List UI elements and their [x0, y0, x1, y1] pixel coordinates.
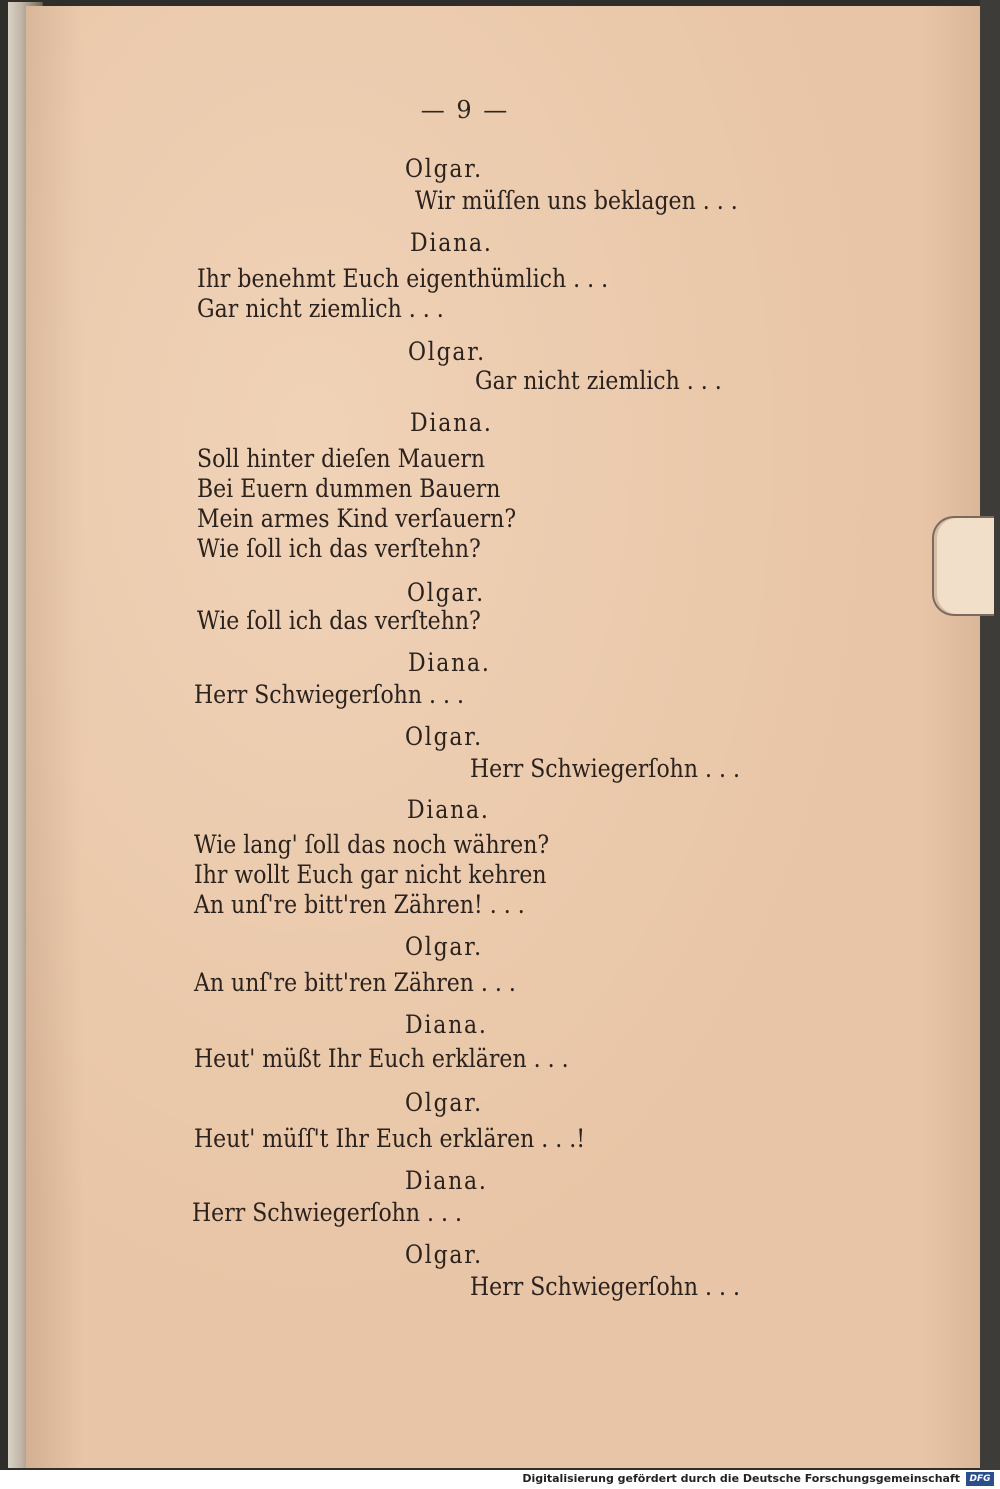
verse-line: Wir müſſen uns beklagen . . . — [415, 186, 738, 215]
speaker-diana: Diana. — [407, 795, 490, 824]
verse-line: Heut' müßt Ihr Euch erklären . . . — [194, 1044, 569, 1073]
speaker-olgar: Olgar. — [405, 1088, 483, 1117]
verse-line: Ihr benehmt Euch eigenthümlich . . . — [197, 264, 609, 293]
speaker-olgar: Olgar. — [405, 154, 483, 183]
footer-bar — [0, 1470, 1000, 1489]
verse-line: Herr Schwiegerſohn . . . — [192, 1198, 462, 1227]
verse-line: Soll hinter dieſen Mauern — [197, 444, 486, 473]
speaker-diana: Diana. — [408, 648, 491, 677]
verse-line: Herr Schwiegerſohn . . . — [470, 754, 740, 783]
speaker-diana: Diana. — [410, 228, 493, 257]
verse-line: Wie lang' ſoll das noch währen? — [194, 830, 550, 859]
verse-line: Heut' müſſ't Ihr Euch erklären . . .! — [194, 1124, 586, 1153]
speaker-diana: Diana. — [405, 1010, 488, 1039]
speaker-diana: Diana. — [405, 1166, 488, 1195]
verse-line: Gar nicht ziemlich . . . — [475, 366, 722, 395]
verse-line: Herr Schwiegerſohn . . . — [194, 680, 464, 709]
speaker-diana: Diana. — [410, 408, 493, 437]
speaker-olgar: Olgar. — [405, 932, 483, 961]
scan-right-edge — [980, 0, 1000, 1470]
verse-line: Herr Schwiegerſohn . . . — [470, 1272, 740, 1301]
speaker-olgar: Olgar. — [408, 337, 486, 366]
speaker-olgar: Olgar. — [405, 1240, 483, 1269]
verse-line: Wie ſoll ich das verſtehn? — [197, 606, 481, 635]
verse-line: An unſ're bitt'ren Zähren . . . — [194, 968, 516, 997]
funding-credit: Digitalisierung gefördert durch die Deutsche Forschungsgemeinschaft — [522, 1472, 960, 1485]
verse-line: Ihr wollt Euch gar nicht kehren — [194, 860, 547, 889]
verse-line: Mein armes Kind verſauern? — [197, 504, 517, 533]
book-page — [26, 6, 981, 1468]
verse-line: An unſ're bitt'ren Zähren! . . . — [194, 890, 525, 919]
thumb-index-tab — [932, 516, 994, 616]
verse-line: Wie ſoll ich das verſtehn? — [197, 534, 481, 563]
verse-line: Bei Euern dummen Bauern — [197, 474, 501, 503]
verse-line: Gar nicht ziemlich . . . — [197, 294, 444, 323]
speaker-olgar: Olgar. — [405, 722, 483, 751]
page-number: — 9 — — [420, 96, 510, 124]
dfg-logo[interactable]: DFG — [966, 1472, 994, 1486]
speaker-olgar: Olgar. — [407, 578, 485, 607]
